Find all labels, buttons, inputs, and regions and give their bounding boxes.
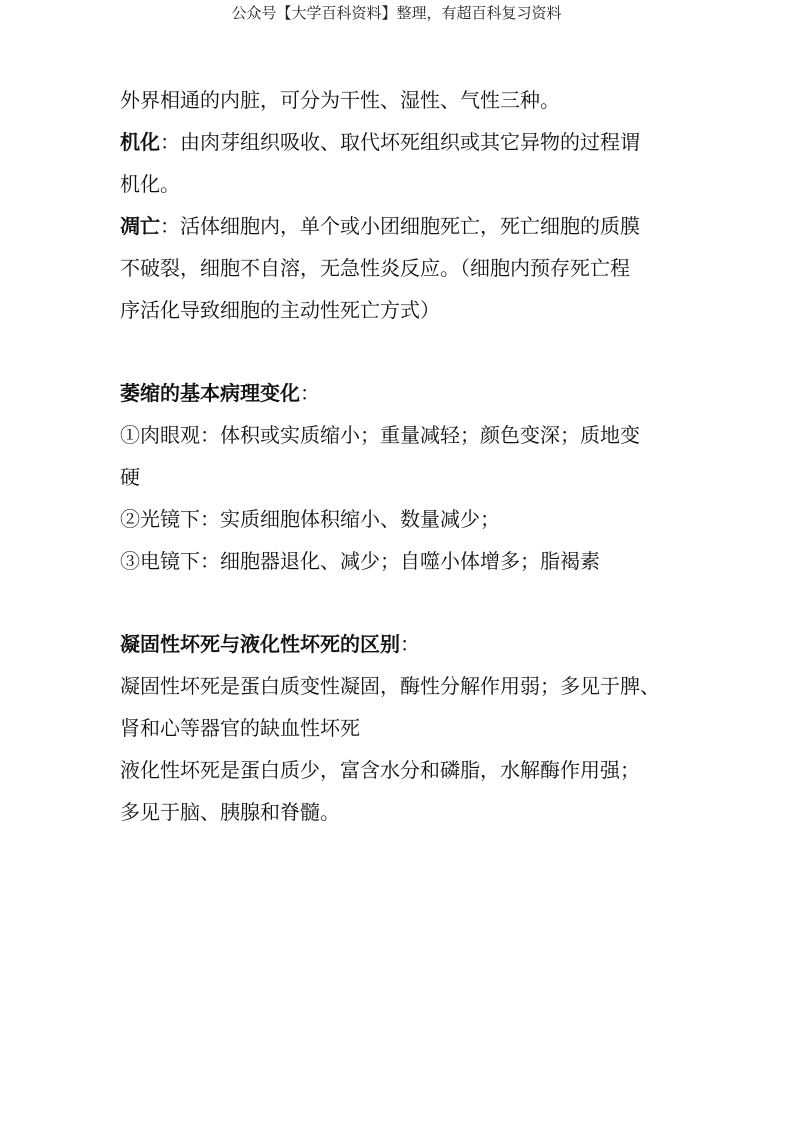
document-body — [120, 79, 680, 833]
paragraph-line: 肾和心等器官的缺血性坏死 — [120, 716, 360, 740]
paragraph-line: 不破裂，细胞不自溶，无急性炎反应。（细胞内预存死亡程 — [120, 256, 630, 280]
paragraph-line: 外界相通的内脏，可分为干性、湿性、气性三种。 — [120, 88, 560, 112]
heading-colon: ： — [400, 632, 420, 656]
paragraph-line: 硬 — [120, 465, 140, 489]
heading-colon: ： — [300, 381, 320, 405]
paragraph-line: 多见于脑、胰腺和脊髓。 — [120, 800, 340, 824]
section-heading-necrosis — [120, 623, 680, 665]
paragraph-line: 机化。 — [120, 172, 180, 196]
section-heading-atrophy — [120, 372, 680, 414]
term-label: 凋亡 — [120, 214, 160, 238]
paragraph-line: 凝固性坏死是蛋白质变性凝固，酶性分解作用弱；多见于脾、 — [120, 674, 660, 698]
definition-text: ：活体细胞内，单个或小团细胞死亡，死亡细胞的质膜 — [160, 214, 640, 238]
definition-apoptosis — [120, 205, 680, 247]
heading-text: 萎缩的基本病理变化 — [120, 381, 300, 405]
list-item: ②光镜下：实质细胞体积缩小、数量减少； — [120, 507, 500, 531]
section-spacer — [120, 331, 680, 372]
term-label: 机化 — [120, 130, 160, 154]
paragraph-line: 序活化导致细胞的主动性死亡方式） — [120, 298, 440, 322]
page-header: 公众号【大学百科资料】整理，有超百科复习资料 — [231, 4, 562, 22]
list-item: ③电镜下：细胞器退化、减少；自噬小体增多；脂褐素 — [120, 549, 600, 573]
list-item: ①肉眼观：体积或实质缩小；重量减轻；颜色变深；质地变 — [120, 423, 640, 447]
paragraph-line: 液化性坏死是蛋白质少，富含水分和磷脂，水解酶作用强； — [120, 758, 640, 782]
definition-organization — [120, 121, 680, 163]
heading-text: 凝固性坏死与液化性坏死的区别 — [120, 632, 400, 656]
definition-text: ：由肉芽组织吸收、取代坏死组织或其它异物的过程谓 — [160, 130, 640, 154]
section-spacer — [120, 582, 680, 623]
